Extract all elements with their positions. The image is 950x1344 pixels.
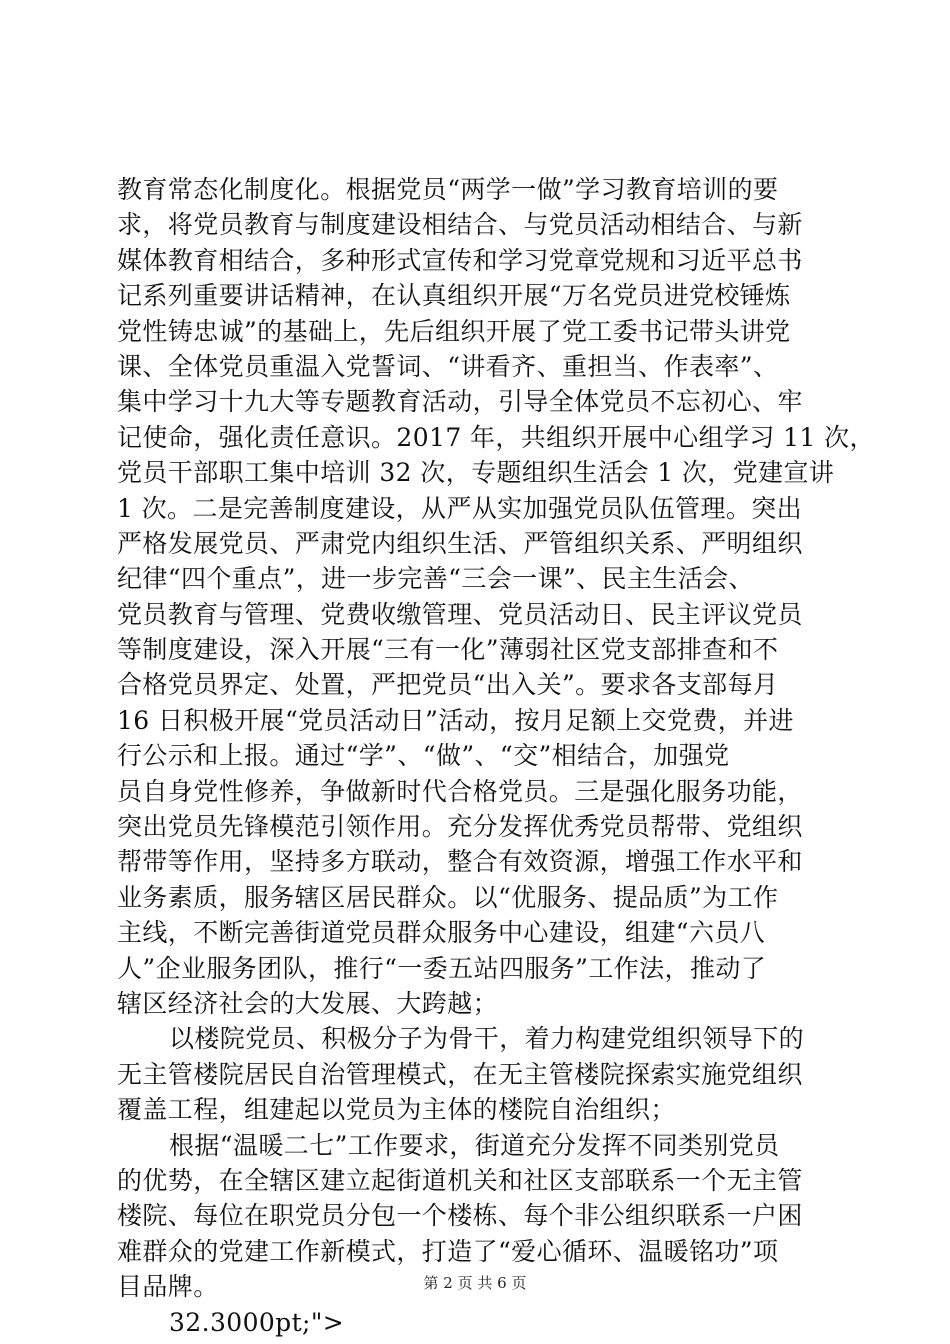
text-line: 员自身党性修养，争做新时代合格党员。三是强化服务功能， (117, 776, 803, 806)
text-line: 党员教育与管理、党费收缴管理、党员活动日、民主评议党员 (117, 599, 803, 629)
text-line: 业务素质，服务辖区居民群众。以“优服务、提品质”为工作 (117, 882, 779, 912)
text-line: 严格发展党员、严肃党内组织生活、严管组织关系、严明组织 (117, 528, 803, 558)
text-line: 课、全体党员重温入党誓词、“讲看齐、重担当、作表率”、 (117, 351, 779, 381)
text-line: 以楼院党员、积极分子为骨干，着力构建党组织领导下的 (169, 1024, 805, 1054)
text-line: 辖区经济社会的大发展、大跨越； (117, 988, 499, 1018)
text-line: 党员干部职工集中培训 32 次，专题组织生活会 1 次，党建宣讲 (117, 458, 835, 488)
text-line: 覆盖工程，组建起以党员为主体的楼院自治组织； (117, 1095, 676, 1125)
document-body (117, 172, 875, 1340)
text-line: 等制度建设，深入开展“三有一化”薄弱社区党支部排查和不 (117, 635, 779, 665)
text-line: 求，将党员教育与制度建设相结合、与党员活动相结合、与新 (117, 210, 803, 240)
text-line: 16 日积极开展“党员活动日”活动，按月足额上交党费，并进 (117, 705, 794, 735)
text-line: 楼院、每位在职党员分包一个楼栋、每个非公组织联系一户困 (117, 1201, 803, 1231)
text-line: 帮带等作用，坚持多方联动，整合有效资源，增强工作水平和 (117, 847, 803, 877)
text-line: 集中学习十九大等专题教育活动，引导全体党员不忘初心、牢 (117, 387, 803, 417)
text-line: 根据“温暖二七”工作要求，街道充分发挥不同类别党员 (169, 1130, 780, 1160)
text-line: 教育常态化制度化。根据党员“两学一做”学习教育培训的要 (117, 175, 779, 204)
text-line: 无主管楼院居民自治管理模式，在无主管楼院探索实施党组织 (117, 1059, 803, 1089)
text-line: 纪律“四个重点”，进一步完善“三会一课”、民主生活会、 (117, 564, 754, 594)
text-line: 党性铸忠诚”的基础上，先后组织开展了党工委书记带头讲党 (117, 316, 791, 346)
text-line: 突出党员先锋模范引领作用。充分发挥优秀党员帮带、党组织 (117, 812, 803, 842)
text-line: 32.3000pt;"> (169, 1307, 345, 1337)
text-line: 人”企业服务团队，推行“一委五站四服务”工作法，推动了 (117, 953, 767, 983)
text-line: 合格党员界定、处置，严把党员“出入关”。要求各支部每月 (117, 670, 779, 700)
text-line: 主线，不断完善街道党员群众服务中心建设，组建“六员八 (117, 918, 766, 948)
page-footer: 第 2 页 共 6 页 (423, 1274, 527, 1292)
text-line: 媒体教育相结合，多种形式宣传和学习党章党规和习近平总书 (117, 245, 803, 275)
text-line: 记系列重要讲话精神，在认真组织开展“万名党员进党校锤炼 (117, 281, 791, 311)
text-line: 1 次。二是完善制度建设，从严从实加强党员队伍管理。突出 (117, 493, 803, 523)
text-line: 行公示和上报。通过“学”、“做”、“交”相结合，加强党 (117, 741, 730, 771)
text-line: 的优势，在全辖区建立起街道机关和社区支部联系一个无主管 (117, 1165, 803, 1195)
text-line: 目品牌。 (117, 1272, 219, 1302)
text-line: 难群众的党建工作新模式，打造了“爱心循环、温暖铭功”项 (117, 1236, 779, 1266)
text-line: 记使命，强化责任意识。2017 年，共组织开展中心组学习 11 次， (117, 422, 875, 452)
